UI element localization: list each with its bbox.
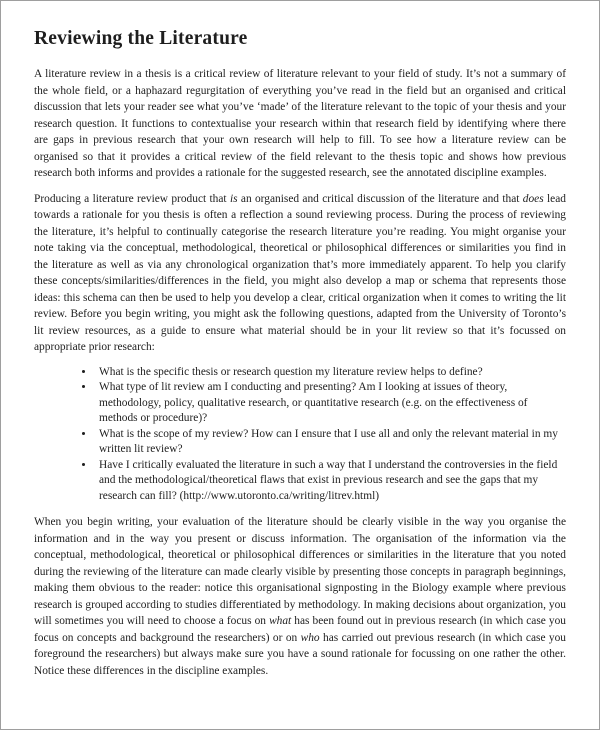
page-title: Reviewing the Literature [34, 28, 248, 49]
question-list-item: • What is the specific thesis or research question my literature review helps to define? [95, 365, 566, 381]
question-list-item: • Have I critically evaluated the literature in such a way that I understand the controversies in the field and the methodological/theoretical flaws that exist in previous research and see the gaps that my research can fill? (http://www.utoronto.ca/writing/litrev.html) [95, 458, 566, 505]
paragraph-reviewing-process: Producing a literature review product that is an organised and critical discussion of the literature and that does lead towards a rationale for you thesis is often a reflection a sound reviewing process. During the process of reviewing the literature, it’s helpful to continually categorise the research literature you’re reading. You might organise your note taking via the conceptual, methodological, theoretical or philosophical differences or similarities you find in the literature as well as via any chronological organization that’s more immediately apparent. To help you clarify these concepts/similarities/differences in the field, you might also develop a map or schema that represents those ideas: this schema can then be used to help you develop a clear, critical organization when it comes to writing the lit review. Before you begin writing, you might ask the following questions, adapted from the University of Toronto’s lit review resources, as a guide to ensure what material should be in your lit review so that it’s focussed on appropriate prior research: [34, 192, 566, 353]
lit-review-questions-list [34, 365, 566, 505]
paragraph-intro: A literature review in a thesis is a critical review of literature relevant to your field of study. It’s not a summary of the whole field, or a haphazard regurgitation of everything you’ve read in the field but an organised and critical discussion that lets your reader see what you’ve ‘made’ of the literature relevant to the topic of your thesis and your research question. It functions to contextualise your research within that research field by identifying where there are gaps in previous research that your own research will help to fill. To see how a literature review can be organised so that it provides a critical review of the field relevant to the thesis topic and shows how previous research both informs and provides a rationale for the suggested research, see the annotated discipline examples. [34, 68, 566, 179]
question-list-item: • What is the scope of my review? How can I ensure that I use all and only the relevant material in my written lit review? [95, 427, 566, 458]
paragraph-writing-organisation: When you begin writing, your evaluation of the literature should be clearly visible in the way you organise the information and in the way you present or discuss information. The organisation of the information via the conceptual, methodological, theoretical or philosophical differences or similarities in the literature that you noted during the reviewing of the literature can made clearly visible by presenting those concepts in paragraph beginnings, making them obvious to the reader: notice this organisational signposting in the Biology example where previous research is grouped according to studies differentiated by methodology. In making decisions about organization, you will sometimes you will need to choose a focus on what has been found out in previous research (in which case you focus on concepts and background the researchers) or on who has carried out previous research (in which case you foreground the researchers) but always make sure you have a sound rationale for focussing on one rather the other. Notice these differences in the discipline examples. [34, 516, 566, 677]
question-list-item: • What type of lit review am I conducting and presenting? Am I looking at issues of theory, methodology, policy, qualitative research, or quantitative research (e.g. on the effectiveness of methods or procedure)? [95, 380, 566, 427]
